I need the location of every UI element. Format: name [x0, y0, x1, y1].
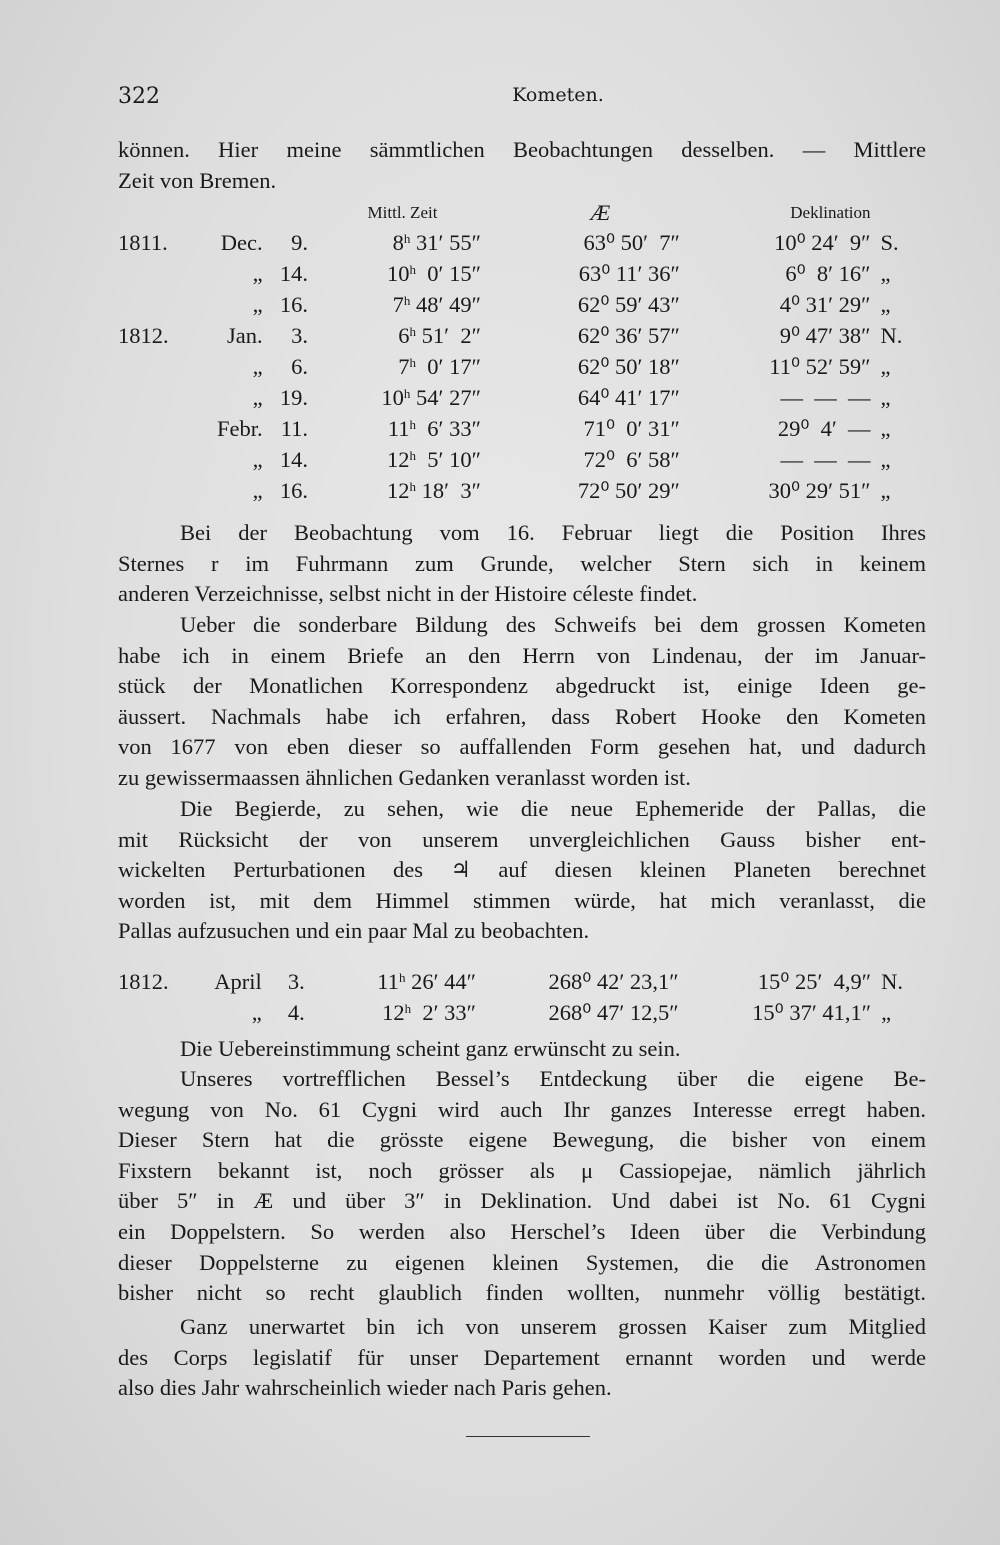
paragraph-kaiser — [118, 1312, 926, 1404]
cell-month: „ — [252, 291, 263, 317]
paragraph-fuhrmann — [118, 518, 926, 610]
text-line: Ganz unerwartet bin ich von unserem grossen Kaiser zum Mitglied — [180, 1314, 926, 1339]
text-line: Die Begierde, zu sehen, wie die neue Ephemeride der Pallas, die — [180, 796, 926, 821]
table-row — [118, 413, 926, 444]
text-line: des Corps legislatif für unser Departement ernannt worden und werde — [118, 1344, 926, 1370]
table-body — [118, 966, 926, 1028]
time-min-sec: 18′ 3″ — [416, 477, 481, 503]
cell-time — [324, 444, 521, 475]
text-line: über 5″ in Æ und über 3″ in Deklination. Und dabei ist No. 61 Cygni — [118, 1188, 926, 1214]
cell-declination: 15⁰ 37′ 41,1″ — [752, 999, 872, 1025]
intro-paragraph — [118, 135, 926, 196]
table-body — [118, 227, 926, 506]
table-row — [118, 258, 926, 289]
cell-direction: „ — [880, 415, 891, 441]
cell-month: „ — [252, 477, 263, 503]
time-min-sec: 0′ 15″ — [416, 260, 481, 286]
cell-day: 11. — [280, 415, 309, 441]
cell-year — [118, 997, 201, 1028]
cell-day: 3. — [287, 968, 305, 994]
cell-declination: 4⁰ 31′ 29″ — [779, 291, 871, 317]
time-min-sec: 51′ 2″ — [416, 322, 481, 348]
cell-year: 1811. — [118, 229, 168, 255]
time-min-sec: 0′ 17″ — [416, 353, 481, 379]
table-row — [118, 227, 926, 258]
cell-year: 1812. — [118, 322, 169, 348]
cell-month: Jan. — [227, 322, 263, 348]
cell-month: „ — [252, 446, 263, 472]
cell-day: 3. — [291, 322, 309, 348]
text-line: worden ist, mit dem Himmel stimmen würde, hat mich veranlasst, die — [118, 887, 926, 913]
running-title: Kometen. — [512, 84, 604, 106]
cell-right-ascension: 62⁰ 50′ 18″ — [577, 353, 680, 379]
hour-mark: h — [409, 354, 417, 370]
text-line: Unseres vortrefflichen Bessel’s Entdeckung über die eigene Be- — [180, 1066, 926, 1091]
hour-mark: h — [404, 1000, 412, 1016]
cell-day: 9. — [291, 229, 309, 255]
hour-mark: h — [409, 416, 417, 432]
cell-time — [324, 320, 521, 351]
table-row — [118, 351, 926, 382]
cell-direction: N. — [881, 968, 903, 994]
time-hours: 12 — [387, 446, 410, 472]
cell-direction: „ — [880, 446, 891, 472]
hour-mark: h — [398, 969, 406, 985]
table-row — [118, 997, 926, 1028]
paragraph-uebereinstimmung — [118, 1034, 926, 1065]
cell-declination: 10⁰ 24′ 9″ — [774, 229, 871, 255]
cell-right-ascension: 62⁰ 36′ 57″ — [577, 322, 680, 348]
time-min-sec: 48′ 49″ — [410, 291, 481, 317]
time-hours: 7 — [398, 353, 410, 379]
cell-month: „ — [252, 353, 263, 379]
cell-right-ascension: 268⁰ 47′ 12,5″ — [548, 999, 679, 1025]
cell-right-ascension: 64⁰ 41′ 17″ — [577, 384, 680, 410]
cell-year — [118, 475, 202, 506]
hour-mark: h — [409, 478, 417, 494]
cell-time — [324, 413, 521, 444]
time-hours: 8 — [392, 229, 404, 255]
table-header-row — [118, 199, 926, 227]
cell-year — [118, 382, 202, 413]
cell-right-ascension: 63⁰ 11′ 36″ — [578, 260, 680, 286]
pallas-observation-table — [118, 966, 926, 1028]
paragraph-schweif — [118, 610, 926, 794]
hour-mark: h — [403, 385, 411, 401]
text-line: mit Rücksicht der von unserem unvergleichlichen Gauss bisher ent- — [118, 826, 926, 852]
cell-month: „ — [251, 999, 262, 1025]
hour-mark: h — [409, 261, 417, 277]
text-line: bisher nicht so recht glaublich finden wollten, nunmehr völlig bestätigt. — [118, 1280, 926, 1306]
cell-year — [118, 351, 202, 382]
cell-direction: „ — [880, 353, 891, 379]
time-hours: 11 — [377, 968, 399, 994]
text-line: wegung von No. 61 Cygni wird auch Ihr ganzes Interesse erregt haben. — [118, 1096, 926, 1122]
time-min-sec: 26′ 44″ — [405, 968, 476, 994]
cell-time — [321, 966, 516, 997]
cell-direction: S. — [880, 229, 899, 255]
cell-day: 16. — [279, 291, 309, 317]
cell-declination: 9⁰ 47′ 38″ — [779, 322, 871, 348]
cell-direction: „ — [880, 384, 891, 410]
time-hours: 12 — [382, 999, 405, 1025]
cell-month: „ — [252, 384, 263, 410]
table-row — [118, 382, 926, 413]
text-line: Ueber die sonderbare Bildung des Schweifs bei dem grossen Kometen — [180, 612, 926, 637]
cell-right-ascension: 62⁰ 59′ 43″ — [577, 291, 680, 317]
col-header-time: Mittl. Zeit — [367, 203, 438, 222]
cell-right-ascension: 268⁰ 42′ 23,1″ — [548, 968, 679, 994]
time-hours: 6 — [398, 322, 410, 348]
time-min-sec: 6′ 33″ — [416, 415, 481, 441]
cell-month: April — [214, 968, 262, 994]
cell-declination: 6⁰ 8′ 16″ — [785, 260, 871, 286]
text-line: stück der Monatlichen Korrespondenz abgedruckt ist, einige Ideen ge- — [118, 673, 926, 699]
cell-direction: „ — [881, 999, 892, 1025]
table-row — [118, 475, 926, 506]
text-line: Bei der Beobachtung vom 16. Februar liegt die Position Ihres — [180, 520, 926, 545]
text-line: dieser Doppelsterne zu eigenen kleinen Systemen, die die Astronomen — [118, 1249, 926, 1275]
text-line: ein Doppelstern. So werden also Herschel’s Ideen über die Verbindung — [118, 1218, 926, 1244]
cell-day: 16. — [279, 477, 309, 503]
cell-month: Febr. — [216, 415, 263, 441]
text-line: Fixstern bekannt ist, noch grösser als μ Cassiopejae, nämlich jährlich — [118, 1157, 926, 1183]
section-divider — [466, 1436, 590, 1437]
cell-declination: — — — — [780, 384, 871, 410]
time-min-sec: 31′ 55″ — [410, 229, 481, 255]
cell-year — [118, 289, 202, 320]
text-line: können. Hier meine sämmtlichen Beobachtungen desselben. — Mittlere — [118, 137, 926, 162]
cell-day: 14. — [279, 260, 309, 286]
text-line: Die Uebereinstimmung scheint ganz erwünscht zu sein. — [180, 1036, 681, 1061]
cell-day: 19. — [279, 384, 309, 410]
text-line: habe ich in einem Briefe an den Herrn von Lindenau, der im Januar- — [118, 642, 926, 668]
cell-year — [118, 413, 202, 444]
col-header-ra: Æ — [590, 200, 611, 225]
col-header-declination: Deklination — [790, 203, 871, 222]
text-line: wickelten Perturbationen des ♃ auf diesen kleinen Planeten berechnet — [118, 857, 926, 883]
table-row — [118, 966, 926, 997]
cell-time — [324, 351, 521, 382]
hour-mark: h — [409, 323, 417, 339]
time-min-sec: 2′ 33″ — [411, 999, 476, 1025]
cell-direction: „ — [880, 477, 891, 503]
cell-declination: 11⁰ 52′ 59″ — [769, 353, 871, 379]
cell-time — [324, 382, 521, 413]
cell-direction: „ — [880, 291, 891, 317]
cell-day: 6. — [291, 353, 309, 379]
cell-right-ascension: 72⁰ 50′ 29″ — [577, 477, 680, 503]
text-line: Dieser Stern hat die grösste eigene Bewegung, die bisher von einem — [118, 1127, 926, 1153]
page-number: 322 — [118, 84, 160, 109]
text-line: also dies Jahr wahrscheinlich wieder nach Paris gehen. — [118, 1375, 612, 1401]
cell-right-ascension: 72⁰ 6′ 58″ — [583, 446, 680, 472]
hour-mark: h — [403, 230, 411, 246]
cell-declination: 29⁰ 4′ — — [777, 415, 871, 441]
cell-time — [324, 227, 521, 258]
comet-observation-table — [118, 199, 926, 506]
cell-time — [324, 289, 521, 320]
cell-time — [324, 475, 521, 506]
cell-declination: 15⁰ 25′ 4,9″ — [757, 968, 872, 994]
text-line: von 1677 von eben dieser so auffallenden Form gesehen hat, und dadurch — [118, 734, 926, 760]
cell-declination: 30⁰ 29′ 51″ — [768, 477, 871, 503]
cell-time — [324, 258, 521, 289]
paragraph-bessel — [118, 1064, 926, 1309]
cell-direction: N. — [880, 322, 903, 348]
cell-year: 1812. — [118, 968, 169, 994]
table-row — [118, 444, 926, 475]
cell-direction: „ — [880, 260, 891, 286]
text-line: äussert. Nachmals habe ich erfahren, dass Robert Hooke den Kometen — [118, 703, 926, 729]
text-line: Sternes r im Fuhrmann zum Grunde, welcher Stern sich in keinem — [118, 550, 926, 576]
cell-right-ascension: 71⁰ 0′ 31″ — [583, 415, 680, 441]
text-line: anderen Verzeichnisse, selbst nicht in der Histoire céleste findet. — [118, 581, 698, 607]
hour-mark: h — [409, 447, 417, 463]
time-min-sec: 54′ 27″ — [410, 384, 481, 410]
cell-time — [321, 997, 516, 1028]
cell-day: 4. — [287, 999, 305, 1025]
time-hours: 10 — [381, 384, 404, 410]
cell-year — [118, 444, 202, 475]
table-row — [118, 289, 926, 320]
page-header — [118, 84, 918, 114]
cell-declination: — — — — [780, 446, 871, 472]
time-hours: 10 — [387, 260, 410, 286]
time-min-sec: 5′ 10″ — [416, 446, 481, 472]
cell-right-ascension: 63⁰ 50′ 7″ — [583, 229, 680, 255]
table-row — [118, 320, 926, 351]
text-line: Pallas aufzusuchen und ein paar Mal zu beobachten. — [118, 918, 590, 944]
hour-mark: h — [403, 292, 411, 308]
time-hours: 12 — [387, 477, 410, 503]
time-hours: 7 — [392, 291, 404, 317]
time-hours: 11 — [387, 415, 410, 441]
cell-month: „ — [252, 260, 263, 286]
cell-month: Dec. — [220, 229, 263, 255]
paragraph-pallas — [118, 794, 926, 947]
cell-year — [118, 258, 202, 289]
cell-day: 14. — [279, 446, 309, 472]
text-line: zu gewissermaassen ähnlichen Gedanken veranlasst worden ist. — [118, 764, 691, 790]
text-line: Zeit von Bremen. — [118, 167, 277, 193]
